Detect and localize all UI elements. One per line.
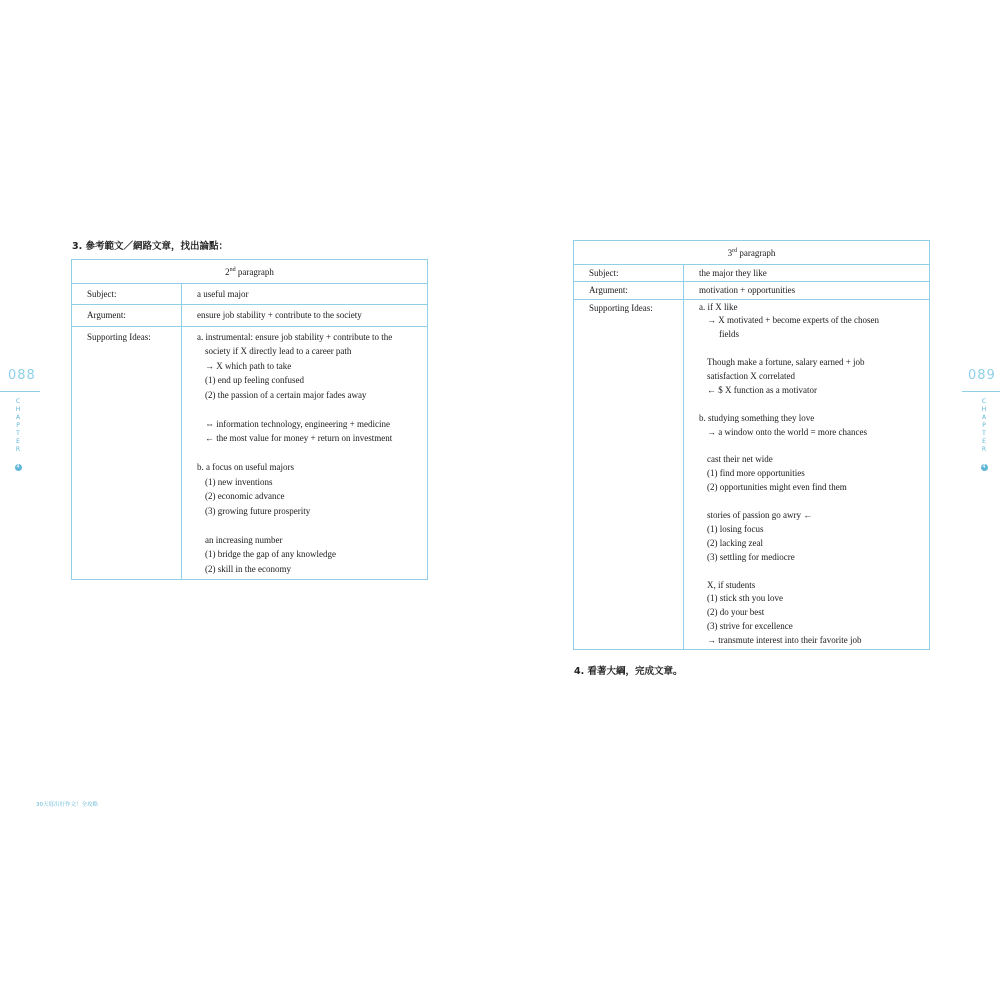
- idea-line: (3) growing future prosperity: [205, 505, 311, 516]
- idea-line: X, if students: [707, 579, 756, 590]
- supporting-label: Supporting Ideas:: [574, 299, 684, 650]
- idea-line: (1) end up feeling confused: [205, 375, 304, 385]
- left-footer: 30天寫出好作文！全攻略: [36, 802, 98, 808]
- idea-line: (1) stick sth you love: [707, 593, 783, 604]
- idea-line: (1) losing focus: [707, 523, 764, 534]
- idea-line: (2) do your best: [707, 607, 765, 618]
- supporting-ideas-cell: [684, 299, 930, 650]
- idea-line: (2) economic advance: [205, 491, 285, 501]
- subject-value: a useful major: [182, 283, 428, 305]
- idea-line: a. instrumental: ensure job stability + contribute to the: [197, 331, 393, 342]
- idea-line: (2) lacking zeal: [707, 537, 763, 548]
- idea-line: ← the most value for money + return on investment: [205, 433, 393, 443]
- idea-line: ⇔ information technology, engineering + medicine: [205, 418, 390, 429]
- supporting-row: [72, 326, 428, 580]
- supporting-label: Supporting Ideas:: [72, 326, 182, 580]
- idea-line: (2) the passion of a certain major fades away: [205, 389, 367, 400]
- idea-line: (1) new inventions: [205, 476, 273, 487]
- blank-line: [197, 402, 421, 417]
- supporting-row: [574, 299, 930, 650]
- left-page-number: 088: [8, 368, 36, 383]
- paragraph-heading: 2nd paragraph: [72, 260, 428, 284]
- argument-label: Argument:: [574, 282, 684, 300]
- section-4-instruction: 4. 看著大綱，完成文章。: [574, 666, 683, 677]
- subject-value: the major they like: [684, 264, 930, 282]
- right-chapter-label: C H A P T E R: [981, 398, 987, 453]
- left-outline-table: [71, 259, 428, 580]
- argument-row: [72, 305, 428, 327]
- argument-row: [574, 282, 930, 300]
- idea-line: satisfaction X correlated: [707, 371, 795, 382]
- idea-line: stories of passion go awry ←: [707, 510, 813, 521]
- blank-line: [699, 342, 923, 356]
- blank-line: [699, 398, 923, 412]
- idea-line: fields: [719, 329, 739, 340]
- supporting-ideas-cell: [182, 326, 428, 580]
- section-3-instruction: 3. 參考範文／網路文章，找出論點：: [72, 241, 229, 252]
- left-chapter-badge: 4: [16, 464, 20, 470]
- table-header-row: [574, 241, 930, 265]
- blank-line: [197, 446, 421, 461]
- paragraph-heading: 3rd paragraph: [574, 241, 930, 265]
- idea-line: Though make a fortune, salary earned + job: [707, 357, 865, 368]
- idea-line: (2) opportunities might even find them: [707, 482, 847, 493]
- right-outline-table: [573, 240, 930, 650]
- right-margin-rule: [962, 391, 1000, 392]
- idea-line: (3) settling for mediocre: [707, 551, 795, 562]
- right-chapter-badge: 4: [982, 464, 986, 470]
- blank-line: [197, 518, 421, 533]
- argument-value: ensure job stability + contribute to the society: [182, 305, 428, 327]
- idea-line: (3) strive for excellence: [707, 621, 793, 632]
- table-header-row: [72, 260, 428, 284]
- blank-line: [699, 565, 923, 579]
- idea-line: ← $ X function as a motivator: [707, 384, 817, 395]
- right-page-number: 089: [968, 368, 996, 383]
- argument-value: motivation + opportunities: [684, 282, 930, 300]
- idea-line: (1) find more opportunities: [707, 468, 805, 479]
- idea-line: → X motivated + become experts of the chosen: [707, 315, 880, 326]
- idea-line: → transmute interest into their favorite job: [707, 635, 862, 646]
- idea-line: cast their net wide: [707, 454, 773, 465]
- subject-row: [72, 283, 428, 305]
- idea-line: (2) skill in the economy: [205, 563, 291, 574]
- idea-line: society if X directly lead to a career path: [205, 346, 352, 356]
- subject-label: Subject:: [72, 283, 182, 305]
- idea-line: an increasing number: [205, 534, 283, 545]
- left-margin-rule: [0, 391, 40, 392]
- idea-line: a. if X like: [699, 301, 738, 312]
- subject-row: [574, 264, 930, 282]
- idea-line: → a window onto the world = more chances: [707, 426, 868, 437]
- argument-label: Argument:: [72, 305, 182, 327]
- idea-line: b. studying something they love: [699, 412, 815, 423]
- idea-line: (1) bridge the gap of any knowledge: [205, 549, 336, 559]
- idea-line: b. a focus on useful majors: [197, 462, 294, 472]
- blank-line: [699, 440, 923, 454]
- blank-line: [699, 495, 923, 509]
- left-chapter-label: C H A P T E R: [15, 398, 21, 453]
- subject-label: Subject:: [574, 264, 684, 282]
- idea-line: → X which path to take: [205, 360, 292, 371]
